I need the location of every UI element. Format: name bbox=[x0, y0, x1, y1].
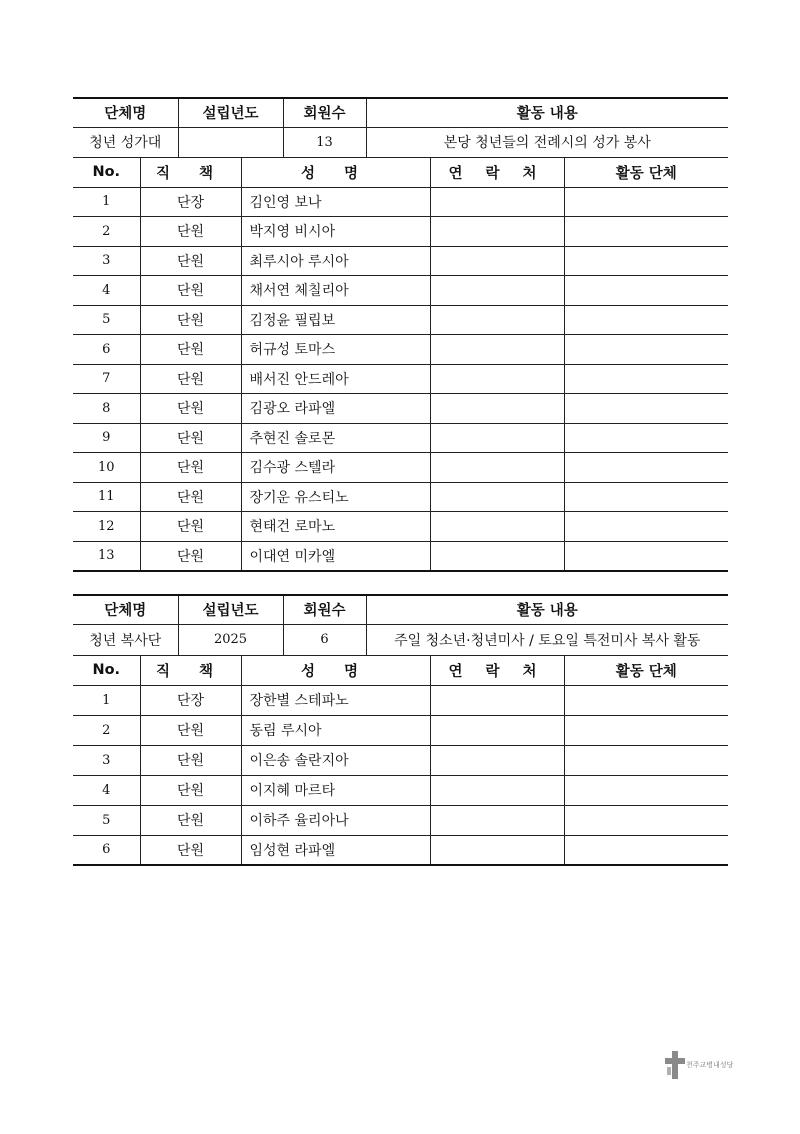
col-header-activity-group: 활동 단체 bbox=[564, 655, 728, 685]
member-position: 단원 bbox=[140, 453, 241, 483]
member-no: 1 bbox=[73, 187, 140, 217]
member-no: 13 bbox=[73, 541, 140, 571]
member-contact bbox=[430, 775, 564, 805]
member-activity-group bbox=[564, 276, 728, 306]
col-header-name: 성 명 bbox=[241, 655, 430, 685]
label-member-count: 회원수 bbox=[283, 98, 366, 127]
col-header-name: 성 명 bbox=[241, 157, 430, 187]
member-position: 단장 bbox=[140, 685, 241, 715]
group-name-value: 청년 성가대 bbox=[73, 127, 178, 157]
member-row bbox=[73, 217, 728, 247]
member-name: 이대연 미카엘 bbox=[241, 541, 430, 571]
member-row bbox=[73, 805, 728, 835]
member-no: 5 bbox=[73, 805, 140, 835]
member-name: 김인영 보나 bbox=[241, 187, 430, 217]
member-no: 6 bbox=[73, 835, 140, 865]
member-name: 추현진 솔로몬 bbox=[241, 423, 430, 453]
member-activity-group bbox=[564, 305, 728, 335]
member-contact bbox=[430, 335, 564, 365]
member-row bbox=[73, 512, 728, 542]
member-name: 임성현 라파엘 bbox=[241, 835, 430, 865]
member-no: 3 bbox=[73, 745, 140, 775]
member-contact bbox=[430, 364, 564, 394]
member-row bbox=[73, 364, 728, 394]
member-no: 3 bbox=[73, 246, 140, 276]
col-header-position: 직 책 bbox=[140, 655, 241, 685]
logo-text: 천주교병내성당 bbox=[686, 1061, 734, 1069]
member-contact bbox=[430, 246, 564, 276]
member-activity-group bbox=[564, 246, 728, 276]
col-header-contact: 연 락 처 bbox=[430, 157, 564, 187]
group-name-value: 청년 복사단 bbox=[73, 624, 178, 655]
member-no: 10 bbox=[73, 453, 140, 483]
member-row bbox=[73, 305, 728, 335]
label-group-name: 단체명 bbox=[73, 595, 178, 624]
member-contact bbox=[430, 715, 564, 745]
member-contact bbox=[430, 453, 564, 483]
member-contact bbox=[430, 187, 564, 217]
member-activity-group bbox=[564, 805, 728, 835]
member-position: 단원 bbox=[140, 246, 241, 276]
member-row bbox=[73, 187, 728, 217]
member-no: 4 bbox=[73, 775, 140, 805]
member-no: 8 bbox=[73, 394, 140, 424]
member-contact bbox=[430, 745, 564, 775]
member-position: 단원 bbox=[140, 775, 241, 805]
label-founded-year: 설립년도 bbox=[178, 98, 283, 127]
member-position: 단원 bbox=[140, 335, 241, 365]
member-row bbox=[73, 453, 728, 483]
member-position: 단원 bbox=[140, 715, 241, 745]
member-contact bbox=[430, 482, 564, 512]
member-no: 2 bbox=[73, 715, 140, 745]
member-position: 단원 bbox=[140, 217, 241, 247]
col-header-contact: 연 락 처 bbox=[430, 655, 564, 685]
member-name: 이은송 솔란지아 bbox=[241, 745, 430, 775]
member-row bbox=[73, 246, 728, 276]
col-header-no: No. bbox=[73, 157, 140, 187]
member-name: 현태건 로마노 bbox=[241, 512, 430, 542]
member-position: 단원 bbox=[140, 364, 241, 394]
member-activity-group bbox=[564, 512, 728, 542]
member-position: 단원 bbox=[140, 276, 241, 306]
member-name: 장한별 스테파노 bbox=[241, 685, 430, 715]
member-name: 이지혜 마르타 bbox=[241, 775, 430, 805]
col-header-no: No. bbox=[73, 655, 140, 685]
member-no: 5 bbox=[73, 305, 140, 335]
member-no: 11 bbox=[73, 482, 140, 512]
member-contact bbox=[430, 541, 564, 571]
group-table-choir bbox=[73, 97, 728, 572]
member-position: 단원 bbox=[140, 394, 241, 424]
member-name: 채서연 체칠리아 bbox=[241, 276, 430, 306]
member-contact bbox=[430, 217, 564, 247]
cross-icon bbox=[664, 1050, 686, 1080]
member-position: 단원 bbox=[140, 541, 241, 571]
member-position: 단원 bbox=[140, 835, 241, 865]
member-name: 허규성 토마스 bbox=[241, 335, 430, 365]
member-contact bbox=[430, 805, 564, 835]
member-contact bbox=[430, 305, 564, 335]
member-name: 김수광 스텔라 bbox=[241, 453, 430, 483]
member-name: 최루시아 루시아 bbox=[241, 246, 430, 276]
member-row bbox=[73, 423, 728, 453]
member-position: 단장 bbox=[140, 187, 241, 217]
member-activity-group bbox=[564, 394, 728, 424]
member-row bbox=[73, 715, 728, 745]
member-activity-group bbox=[564, 187, 728, 217]
member-name: 배서진 안드레아 bbox=[241, 364, 430, 394]
member-row bbox=[73, 335, 728, 365]
member-row bbox=[73, 685, 728, 715]
member-activity-group bbox=[564, 423, 728, 453]
activity-value: 본당 청년들의 전례시의 성가 봉사 bbox=[366, 127, 728, 157]
member-count-value: 6 bbox=[283, 624, 366, 655]
member-name: 이하주 율리아나 bbox=[241, 805, 430, 835]
member-no: 4 bbox=[73, 276, 140, 306]
member-contact bbox=[430, 423, 564, 453]
member-row bbox=[73, 745, 728, 775]
member-count-value: 13 bbox=[283, 127, 366, 157]
member-activity-group bbox=[564, 715, 728, 745]
label-activity: 활동 내용 bbox=[366, 98, 728, 127]
col-header-position: 직 책 bbox=[140, 157, 241, 187]
member-contact bbox=[430, 835, 564, 865]
label-member-count: 회원수 bbox=[283, 595, 366, 624]
member-no: 9 bbox=[73, 423, 140, 453]
member-no: 2 bbox=[73, 217, 140, 247]
member-contact bbox=[430, 685, 564, 715]
member-row bbox=[73, 276, 728, 306]
member-row bbox=[73, 775, 728, 805]
member-activity-group bbox=[564, 835, 728, 865]
member-name: 동림 루시아 bbox=[241, 715, 430, 745]
member-activity-group bbox=[564, 541, 728, 571]
member-no: 1 bbox=[73, 685, 140, 715]
member-activity-group bbox=[564, 745, 728, 775]
member-contact bbox=[430, 276, 564, 306]
label-activity: 활동 내용 bbox=[366, 595, 728, 624]
label-group-name: 단체명 bbox=[73, 98, 178, 127]
member-activity-group bbox=[564, 335, 728, 365]
member-activity-group bbox=[564, 217, 728, 247]
col-header-activity-group: 활동 단체 bbox=[564, 157, 728, 187]
member-activity-group bbox=[564, 364, 728, 394]
member-row bbox=[73, 541, 728, 571]
member-no: 6 bbox=[73, 335, 140, 365]
member-name: 박지영 비시아 bbox=[241, 217, 430, 247]
member-position: 단원 bbox=[140, 512, 241, 542]
member-position: 단원 bbox=[140, 745, 241, 775]
member-position: 단원 bbox=[140, 482, 241, 512]
member-row bbox=[73, 835, 728, 865]
member-row bbox=[73, 394, 728, 424]
member-row bbox=[73, 482, 728, 512]
member-no: 7 bbox=[73, 364, 140, 394]
church-logo bbox=[664, 1050, 744, 1080]
member-contact bbox=[430, 394, 564, 424]
member-contact bbox=[430, 512, 564, 542]
member-position: 단원 bbox=[140, 423, 241, 453]
member-position: 단원 bbox=[140, 305, 241, 335]
label-founded-year: 설립년도 bbox=[178, 595, 283, 624]
member-name: 장기운 유스티노 bbox=[241, 482, 430, 512]
group-table-altar-servers bbox=[73, 594, 728, 866]
member-no: 12 bbox=[73, 512, 140, 542]
member-position: 단원 bbox=[140, 805, 241, 835]
member-name: 김광오 라파엘 bbox=[241, 394, 430, 424]
member-activity-group bbox=[564, 685, 728, 715]
founded-year-value: 2025 bbox=[178, 624, 283, 655]
member-activity-group bbox=[564, 482, 728, 512]
activity-value: 주일 청소년·청년미사 / 토요일 특전미사 복사 활동 bbox=[366, 624, 728, 655]
member-activity-group bbox=[564, 775, 728, 805]
member-name: 김정윤 필립보 bbox=[241, 305, 430, 335]
founded-year-value bbox=[178, 127, 283, 157]
member-activity-group bbox=[564, 453, 728, 483]
